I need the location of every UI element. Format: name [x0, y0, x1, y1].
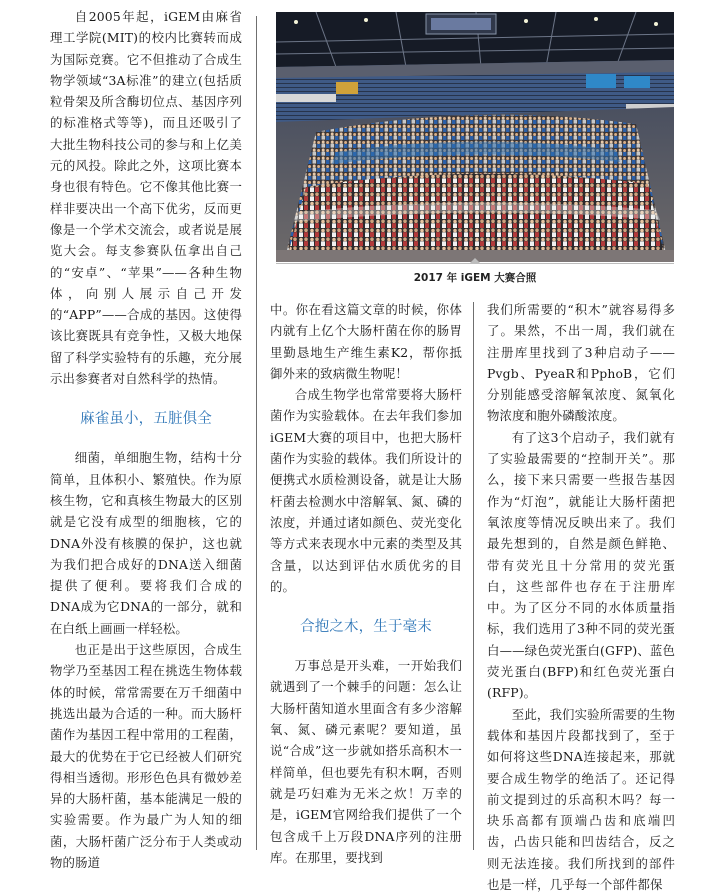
column-divider-right: [473, 302, 474, 850]
column-divider: [256, 16, 257, 850]
caption-underline: [276, 263, 674, 264]
paragraph-water-detection: 合成生物学也常常要将大肠杆菌作为实验载体。在去年我们参加iGEM大赛的项目中，也把大肠杆菌作为实验的载体。我们所设计的便携式水质检测设备，就是让大肠杆菌去检测水中溶解氧、氮、磷的浓度，并通过诸如颜色、荧光变化等方式来表现水中元素的类型及其含量，以达到评估水质优劣的目的。: [270, 387, 462, 594]
paragraph-reporters: 有了这3个启动子，我们就有了实验最需要的“控制开关”。那么，接下来只需要一些报告基因作为“灯泡”，就能让大肠杆菌把氧浓度等情况反映出来了。我们最先想到的，自然是颜色鲜艳、带有荧光且十分常用的荧光蛋白，这些部件也存在于注册库中。为了区分不同的水体质量指标，我们选用了3种不同的荧光蛋白——绿色荧光蛋白(GFP)、蓝色荧光蛋白(BFP)和红色荧光蛋白(RFP)。: [487, 429, 675, 701]
caption-pointer: [470, 258, 480, 263]
group-photo-image: [276, 12, 674, 262]
paragraph-promoters: 我们所需要的“积木”就容易得多了。果然，不出一周，我们就在注册库里找到了3种启动子——Pvgb、PyeaR和PphoB，它们分别能感受溶解氧浓度、氮氧化物浓度和胞外磷酸浓度。: [487, 302, 675, 424]
section-heading-small-bacteria: 麻雀虽小，五脏俱全: [80, 411, 212, 428]
section-heading-tree: 合抱之木，生于毫末: [300, 619, 432, 636]
paragraph-lego-assembly: 至此，我们实验所需要的生物载体和基因片段都找到了，至于如何将这些DNA连接起来，那就要合成生物学的绝活了。还记得前文提到过的乐高积木吗？每一块乐高都有顶端凸齿和底端凹齿，凸齿只能和凹齿结合，反之则无法连接。我们所找到的部件也是一样，几乎每一个部件都保: [487, 706, 675, 893]
text-column-right: [487, 299, 675, 895]
text-column-left: [50, 6, 242, 873]
paragraph-igem-history: 自2005年起，iGEM由麻省理工学院(MIT)的校内比赛转而成为国际竞赛。它不但推动了合成生物学领域“3A标准”的建立(包括质粒骨架及所含酶切位点、基因序列的标准格式等等)，而且还吸引了大批生物科技公司的参与和上亿美元的风投。除此之外，这项比赛本身也很有特色。它不像其他比赛一样非要决出一个高下优劣，反而更像是一个学术交流会，或者说是展览大会。每支参赛队伍拿出自己的“安卓”、“苹果”——各种生物体，向别人展示自己开发的“APP”——合成的基因。这使得该比赛既具有竞争性，又极大地保留了科学实验特有的乐趣，充分展示出参赛者对自然科学的热情。: [50, 9, 242, 387]
paragraph-bacteria-structure: 细菌，单细胞生物，结构十分简单，且体积小、繁殖快。作为原核生物，它和真核生物最大的区别就是它没有成型的细胞核，它的DNA外没有核膜的保护，这也就为我们把合成好的DNA送入细菌提供了便利。要将我们合成的DNA成为它DNA的一部分，就和在白纸上画画一样轻松。: [50, 450, 242, 636]
paragraph-registry: 万事总是开头难，一开始我们就遇到了一个棘手的问题：怎么让大肠杆菌知道水里面含有多少溶解氧、氮、磷元素呢？要知道，虽说“合成”这一步就如搭乐高积木一样简单，但也要先有积木啊，否则就是巧妇难为无米之炊！万幸的是，iGEM官网给我们提供了一个包含成千上万段DNA序列的注册库。在那里，要找到: [270, 658, 462, 865]
group-photo: [276, 12, 674, 262]
text-column-middle: [270, 299, 462, 868]
paragraph-ecoli-choice: 也正是出于这些原因，合成生物学乃至基因工程在挑选生物体载体的时候，常常需要在万千细菌中挑选出最为合适的一种。而大肠杆菌作为基因工程中常用的工程菌，最大的优势在于它已经被人们研究得相当透彻。形形色色具有微妙差异的大肠杆菌，基本能满足一般的实验需要。作为最广为人知的细菌，大肠杆菌广泛分布于人类或动物的肠道: [50, 642, 242, 870]
photo-caption: 2017 年 iGEM 大赛合照: [413, 272, 537, 284]
paragraph-gut-bacteria: 中。你在看这篇文章的时候，你体内就有上亿个大肠杆菌在你的肠胃里勤恳地生产维生素K2，帮你抵御外来的致病微生物呢！: [270, 302, 462, 381]
